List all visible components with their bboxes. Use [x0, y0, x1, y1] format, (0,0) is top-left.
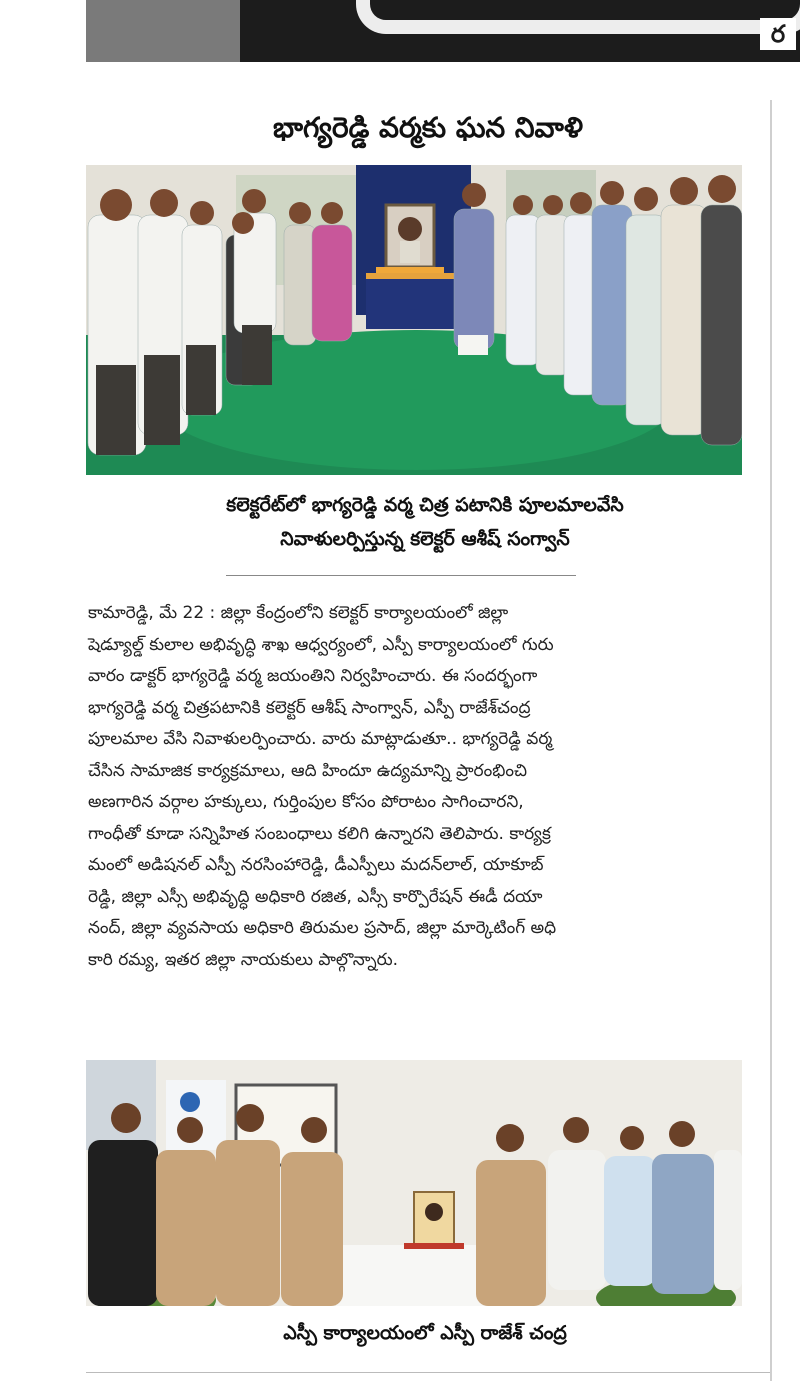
- bottom-rule: [86, 1372, 770, 1373]
- caption-line-2: నివాళులర్పిస్తున్న కలెక్టర్ ఆశీష్ సంగ్వాన్: [280, 528, 570, 550]
- photo-caption-sp-office: ఎస్పీ కార్యాలయంలో ఎస్పీ రాజేశ్ చంద్ర: [283, 1322, 567, 1344]
- photo-caption-collectorate: [120, 488, 730, 556]
- article-line: పూలమాల వేసి నివాళులర్పించారు. వారు మాట్లాడుతూ.. భాగ్యరెడ్డి వర్మ: [88, 729, 553, 749]
- collectorate-photo: [86, 165, 742, 475]
- article-line: అణగారిన వర్గాల హక్కులు, గుర్తింపుల కోసం పోరాటం సాగించారని,: [88, 792, 524, 812]
- sp-office-photo: [86, 1060, 742, 1306]
- article-line: భాగ్యరెడ్డి వర్మ చిత్రపటానికి కలెక్టర్ ఆశీష్ సాంగ్వాన్, ఎస్పీ రాజేశ్‌చంద్ర: [88, 697, 531, 718]
- column-divider: [770, 100, 772, 1381]
- article-headline: భాగ్యరెడ్డి వర్మకు ఘన నివాళి: [272, 110, 584, 144]
- masthead-logo-glyph: ర: [760, 18, 796, 50]
- article-line: నంద్, జిల్లా వ్యవసాయ అధికారి తిరుమల ప్రసాద్, జిల్లా మార్కెటింగ్ అధి: [88, 918, 557, 938]
- collectorate-photo-illustration: [86, 165, 742, 475]
- article-line: షెడ్యూల్డ్ కులాల అభివృద్ధి శాఖ ఆధ్వర్యంలో, ఎస్పీ కార్యాలయంలో గురు: [88, 634, 554, 655]
- article-line: గాంధీతో కూడా సన్నిహిత సంబంధాలు కలిగి ఉన్నారని తెలిపారు. కార్యక్ర: [88, 823, 551, 844]
- sp-office-photo-illustration: [86, 1060, 742, 1306]
- caption-divider: [226, 575, 576, 576]
- article-line: వారం డాక్టర్ భాగ్యరెడ్డి వర్మ జయంతిని నిర్వహించారు. ఈ సందర్భంగా: [88, 666, 538, 686]
- masthead-logo-fragment: [356, 0, 800, 34]
- newspaper-masthead: [86, 0, 800, 62]
- article-body: [88, 598, 740, 976]
- caption-line-1: కలెక్టరేట్‌లో భాగ్యరెడ్డి వర్మ చిత్ర పటానికి పూలమాలవేసి: [226, 494, 624, 516]
- article-line: చేసిన సామాజిక కార్యక్రమాలు, ఆది హిందూ ఉద్యమాన్ని ప్రారంభించి: [88, 760, 527, 781]
- article-line: కామారెడ్డి, మే 22 : జిల్లా కేంద్రంలోని కలెక్టర్ కార్యాలయంలో జిల్లా: [88, 603, 509, 623]
- article-line: రెడ్డి, జిల్లా ఎస్సీ అభివృద్ధి అధికారి రజిత, ఎస్సీ కార్పొరేషన్ ఈడీ దయా: [88, 886, 543, 907]
- article-line: మంలో అడిషనల్ ఎస్పీ నరసింహారెడ్డి, డీఎస్పీలు మదన్‌లాల్, యాకూబ్: [88, 855, 544, 875]
- masthead-grey-block: [86, 0, 240, 62]
- article-line: కారి రమ్య, ఇతర జిల్లా నాయకులు పాల్గొన్నారు.: [88, 949, 398, 970]
